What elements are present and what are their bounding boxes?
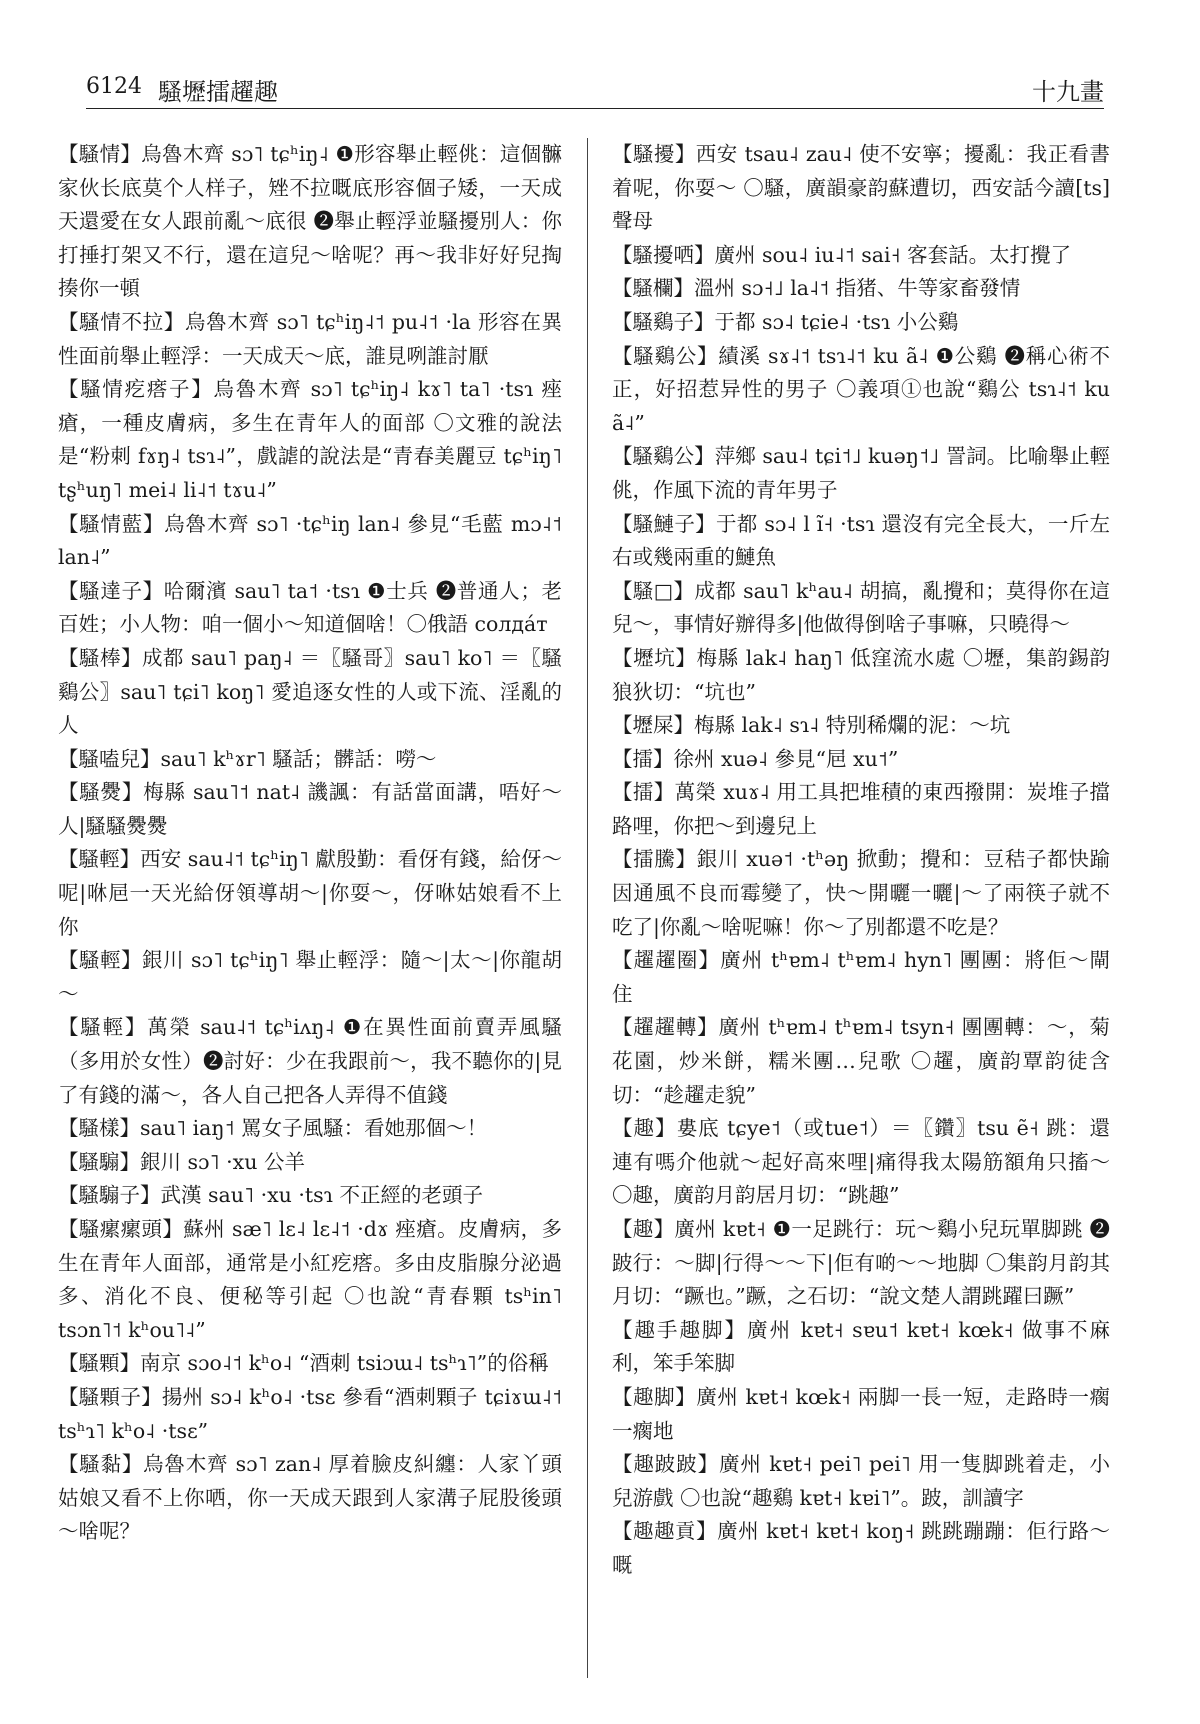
dictionary-entry: 【騷鷄子】于都 sɔ˨ tɕie˨ ·tsɿ 小公鷄	[612, 309, 959, 334]
dictionary-entry: 【騷樣】sau˥ iaŋ˦ 罵女子風騷：看她那個～！	[58, 1116, 488, 1141]
dictionary-entry: 【騷黏】烏魯木齊 sɔ˥ zan˨ 厚着臉皮糾纏：人家丫頭姑娘又看不上你哂，你一天成天跟到人家溝子屁股後頭～啥呢？	[58, 1452, 562, 1544]
dictionary-entry: 【騷輕】銀川 sɔ˥ tɕʰiŋ˥ 舉止輕浮：隨～|太～|你龍胡～	[58, 948, 562, 1006]
dictionary-entry: 【騷鷄公】萍鄉 sau˨ tɕi˦˩ kuəŋ˦˩ 詈詞。比喻舉止輕佻，作風下流的青年男子	[612, 444, 1110, 502]
dictionary-entry: 【趯趯圈】廣州 tʰɐm˨ tʰɐm˨ hyn˥ 團團：將佢～閘住	[612, 948, 1110, 1006]
dictionary-entry: 【騷棒】成都 sau˥ paŋ˨ ＝〖騷哥〗sau˥ ko˥ ＝〖騷鷄公〗sau˥ tɕi˥ koŋ˥ 愛追逐女性的人或下流、淫亂的人	[58, 645, 562, 738]
dictionary-entry: 【騷欄】溫州 sɔ˧˩ la˨˦ 指猪、牛等家畜發情	[612, 276, 1021, 301]
dictionary-entry: 【騷鰱子】于都 sɔ˨ l ĩ˧ ·tsɿ 還沒有完全長大，一斤左右或幾兩重的鰱魚	[612, 511, 1110, 570]
left-column	[58, 138, 562, 1698]
dictionary-entry: 【趣跛跛】廣州 kɐt˧ pei˥ pei˥ 用一隻脚跳着走，小兒游戲 〇也說“趣鷄 kɐt˧ kɐi˥”。跛，訓讀字	[612, 1452, 1110, 1510]
dictionary-entry: 【騷瘰瘰頭】蘇州 sæ˥ lɛ˨ lɛ˨˦ ·dɤ 痤瘡。皮膚病，多生在青年人面部，通常是小紅疙瘩。多由皮脂腺分泌過多、消化不良、便秘等引起 〇也說“青春顆 tsʰin˥ tsɔn˥˦ kʰou˥˨”	[58, 1217, 562, 1342]
dictionary-entry: 【壢坑】梅縣 lak˨ haŋ˥ 低窪流水處 〇壢，集韵錫韵狼狄切：“坑也”	[612, 645, 1110, 704]
page-number: 6124	[86, 74, 142, 99]
right-column	[612, 138, 1110, 1698]
dictionary-entry: 【騷㸑】梅縣 sau˥˦ nat˨ 譏諷：有話當面講，唔好～人|騷騷㸑㸑	[58, 780, 562, 838]
dictionary-entry: 【騷騸】銀川 sɔ˥ ·xu 公羊	[58, 1149, 305, 1174]
dictionary-entry: 【騷顆子】揚州 sɔ˨ kʰo˨ ·tsɛ 參看“酒刺顆子 tɕiɤɯ˨˦ tsʰɿ˥ kʰo˨ ·tsɛ”	[58, 1384, 562, 1443]
dictionary-entry: 【壢屎】梅縣 lak˨ sɿ˨ 特別稀爛的泥：～坑	[612, 713, 1011, 738]
dictionary-entry: 【騷情】烏魯木齊 sɔ˥ tɕʰiŋ˨ ❶形容舉止輕佻：這個髍家伙长底莫个人样子，矬不拉嘅底形容個子矮，一天成天還愛在女人跟前亂～底很 ❷舉止輕浮並騷擾別人：你打捶打架又不行，還在這兒～啥呢？再～我非好好兒掏揍你一頓	[58, 142, 562, 301]
page-header	[86, 68, 1104, 109]
column-divider	[587, 138, 588, 1678]
dictionary-entry: 【趣脚】廣州 kɐt˧ kœk˧ 兩脚一長一短，走路時一瘸一瘸地	[612, 1384, 1110, 1443]
dictionary-entry: 【擂】萬榮 xuɤ˨ 用工具把堆積的東西撥開：炭堆子擋路哩，你把～到邊兒上	[612, 780, 1110, 838]
dictionary-entry: 【擂】徐州 xuə˨ 參見“㞎 xu˦”	[612, 746, 899, 771]
dictionary-entry: 【騷達子】哈爾濱 sau˥ ta˦ ·tsɿ ❶士兵 ❷普通人；老百姓；小人物：咱一個小～知道個啥！〇俄語 солдáт	[58, 578, 562, 637]
dictionary-entry: 【騷擾哂】廣州 sou˨ iu˨˦ sai˧ 客套話。太打攪了	[612, 242, 1072, 267]
running-title: 騷壢擂趯趣	[158, 78, 278, 106]
dictionary-entry: 【騷顆】南京 sɔo˨˦ kʰo˨ “酒刺 tsiɔɯ˨ tsʰɿ˥”的俗稱	[58, 1351, 549, 1376]
dictionary-entry: 【騷擾】西安 tsau˨ zau˨ 使不安寧；擾亂：我正看書着呢，你耍～ 〇騷，廣韻豪韵蘇遭切，西安話今讀[ts]聲母	[612, 142, 1110, 234]
dictionary-entry: 【擂騰】銀川 xuə˦ ·tʰəŋ 掀動；攪和：豆秸子都快踰因通風不良而霉變了，快～開曬一曬|～了兩筷子就不吃了|你亂～啥呢嘛！你～了別都還不吃是？	[612, 847, 1110, 939]
dictionary-entry: 【趣】婁底 tɕye˦（或tue˦）＝〖鑽〗tsu ẽ˧ 跳：還連有嗎介他就～起好高來哩|痛得我太陽筋額角只搐～ 〇趣，廣韵月韵居月切：“跳趣”	[612, 1116, 1110, 1208]
dictionary-entry: 【騷情藍】烏魯木齊 sɔ˥ ·tɕʰiŋ lan˨ 參見“毛藍 mɔ˨˦ lan˨”	[58, 511, 562, 570]
dictionary-entry: 【騷輕】西安 sau˨˦ tɕʰiŋ˥ 獻殷勤：看伢有錢，給伢～呢|咻㞎一天光給伢領導胡～|你耍～，伢咻姑娘看不上你	[58, 847, 562, 939]
dictionary-entry: 【騷情疙瘩子】烏魯木齊 sɔ˥ tɕʰiŋ˨ kɤ˥ ta˥ ·tsɿ 痤瘡，一種皮膚病，多生在青年人的面部 〇文雅的說法是“粉刺 fɤŋ˨ tsɿ˨”，戲謔的說法是“青春美麗豆 tɕʰiŋ˥ tʂʰuŋ˥ mei˨ li˨˦ tɤu˨”	[58, 377, 562, 502]
dictionary-entry: 【騷騸子】武漢 sau˥ ·xu ·tsɿ 不正經的老頭子	[58, 1183, 483, 1208]
dictionary-entry: 【騷情不拉】烏魯木齊 sɔ˥ tɕʰiŋ˨˦ pu˨˦ ·la 形容在異性面前舉止輕浮：一天成天～底，誰見咧誰討厭	[58, 309, 562, 368]
dictionary-entry: 【趣】廣州 kɐt˧ ❶一足跳行：玩～鷄小兒玩單脚跳 ❷跛行：～脚|行得～～下|佢有啲～～地脚 〇集韵月韵其月切：“蹶也。”蹶，之石切：“說文楚人謂跳躍曰蹶”	[612, 1217, 1110, 1309]
stroke-count-label: 十九畫	[1032, 78, 1104, 106]
dictionary-entry: 【騷鷄公】績溪 sɤ˨˦ tsɿ˨˦ ku ã˨ ❶公鷄 ❷稱心術不正，好招惹异性的男子 〇義項①也說“鷄公 tsɿ˨˦ ku ã˨”	[612, 343, 1110, 435]
dictionary-entry: 【騷□】成都 sau˥ kʰau˨ 胡搞，亂攪和；莫得你在這兒～，事情好辦得多|他做得倒啥子事嘛，只曉得～	[612, 578, 1110, 637]
dictionary-entry: 【趣手趣脚】廣州 kɐt˧ sɐu˦ kɐt˧ kœk˧ 做事不麻利，笨手笨脚	[612, 1317, 1110, 1376]
dictionary-entry: 【趯趯轉】廣州 tʰɐm˨ tʰɐm˨ tsyn˧ 團團轉：～，菊花園，炒米餅，糯米團…兒歌 〇趯，廣韵覃韵徒含切：“趁趯走貌”	[612, 1015, 1110, 1107]
dictionary-entry: 【騷嗑兒】sau˥ kʰɤr˥ 騷話；髒話：嘮～	[58, 746, 437, 771]
dictionary-entry: 【騷輕】萬榮 sau˨˦ tɕʰiʌŋ˨ ❶在異性面前賣弄風騷（多用於女性）❷討好：少在我跟前～，我不聽你的|見了有錢的滿～，各人自己把各人弄得不值錢	[58, 1015, 562, 1107]
dictionary-entry: 【趣趣貢】廣州 kɐt˧ kɐt˧ koŋ˧ 跳跳蹦蹦：佢行路～嘅	[612, 1519, 1110, 1577]
